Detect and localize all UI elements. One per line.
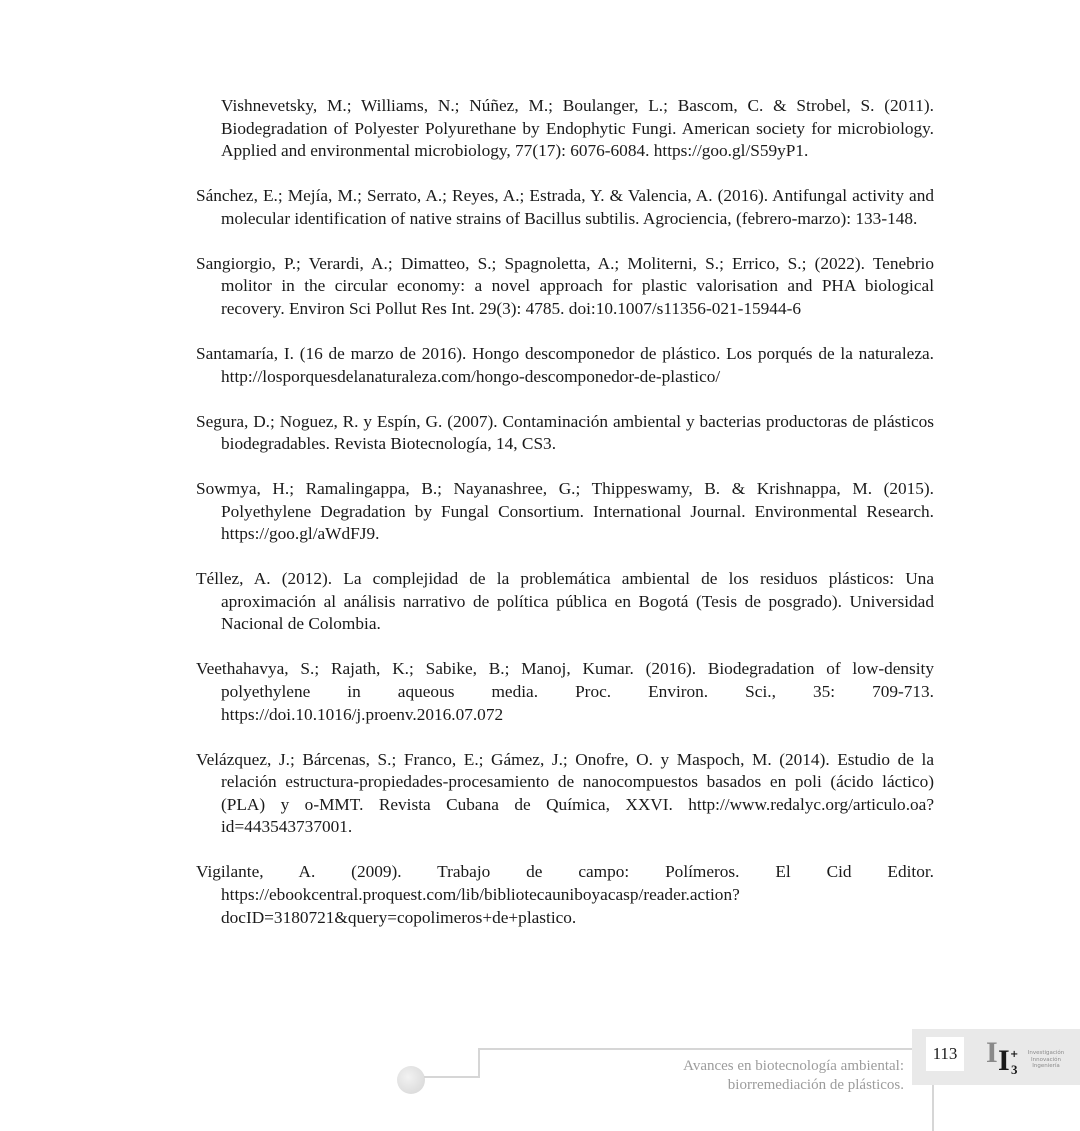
footer-caption-line: Avances en biotecnología ambiental:: [683, 1058, 904, 1074]
footer-decor-line: [424, 1076, 480, 1078]
reference-list: [196, 95, 934, 952]
svg-text:3: 3: [1011, 1062, 1018, 1076]
logo-caption-line: Investigación: [1027, 1050, 1065, 1056]
reference-entry: Sowmya, H.; Ramalingappa, B.; Nayanashree, G.; Thippeswamy, B. & Krishnappa, M. (2015). Polyethylene Degradation by Fungal Consortium. International Journal. Environmental Research. https://goo.gl/aWdFJ9.: [196, 479, 934, 544]
reference-entry: Veethahavya, S.; Rajath, K.; Sabike, B.; Manoj, Kumar. (2016). Biodegradation of low-density polyethylene in aqueous media. Proc. Environ. Sci., 35: 709-713. https://doi.10.1016/j.proenv.2016.07.072: [196, 659, 934, 724]
footer-decor-line: [478, 1048, 912, 1050]
reference-entry: Vigilante, A. (2009). Trabajo de campo: Polímeros. El Cid Editor. https://ebookcentral.proquest.com/lib/bibliotecauniboyacasp/reader.action?docID=3180721&query=copolimeros+de+plastico.: [196, 862, 934, 927]
svg-text:I: I: [986, 1036, 998, 1069]
footer-decor-line: [478, 1048, 480, 1078]
svg-text:+: +: [1010, 1049, 1019, 1060]
reference-entry: Sangiorgio, P.; Verardi, A.; Dimatteo, S.; Spagnoletta, A.; Moliterni, S.; Errico, S.; (2022). Tenebrio molitor in the circular economy: a novel approach for plastic valorisation and PHA biological recovery. Environ Sci Pollut Res Int. 29(3): 4785. doi:10.1007/s11356-021-15944-6: [196, 253, 934, 318]
reference-entry: Velázquez, J.; Bárcenas, S.; Franco, E.; Gámez, J.; Onofre, O. y Maspoch, M. (2014). Estudio de la relación estructura-propiedades-procesamiento de nanocompuestos basados en poli (ácido láctico) (PLA) y o-MMT. Revista Cubana de Química, XXVI. http://www.redalyc.org/articulo.oa?id=443543737001.: [196, 749, 934, 837]
logo-caption: [1022, 1050, 1070, 1070]
reference-entry: Segura, D.; Noguez, R. y Espín, G. (2007). Contaminación ambiental y bacterias productoras de plásticos biodegradables. Revista Biotecnología, 14, CS3.: [196, 411, 934, 454]
footer-caption-line: biorremediación de plásticos.: [727, 1077, 904, 1093]
footer-decor-circle: [397, 1066, 425, 1094]
svg-text:I: I: [998, 1044, 1010, 1076]
reference-entry: Santamaría, I. (16 de marzo de 2016). Hongo descomponedor de plástico. Los porqués de la naturaleza. http://losporquesdelanaturaleza.com/hongo-descomponedor-de-plastico/: [196, 343, 934, 386]
logo-caption-line: Innovación: [1031, 1056, 1061, 1063]
page-number: 113: [926, 1037, 964, 1071]
logo-caption-line: Ingeniería: [1032, 1063, 1060, 1069]
reference-entry: Téllez, A. (2012). La complejidad de la problemática ambiental de los residuos plásticos: Una aproximación al análisis narrativo de política pública en Bogotá (Tesis de posgrado). Universidad Nacional de Colombia.: [196, 569, 934, 634]
running-footer-title: [683, 1057, 904, 1095]
reference-entry: Sánchez, E.; Mejía, M.; Serrato, A.; Reyes, A.; Estrada, Y. & Valencia, A. (2016). Antifungal activity and molecular identification of native strains of Bacillus subtilis. Agrociencia, (febrero-marzo): 133-148.: [196, 186, 934, 228]
reference-entry: Vishnevetsky, M.; Williams, N.; Núñez, M.; Boulanger, L.; Bascom, C. & Strobel, S. (2011). Biodegradation of Polyester Polyurethane by Endophytic Fungi. American society for microbiology. Applied and environmental microbiology, 77(17): 6076-6084. https://goo.gl/S59yP1.: [221, 96, 934, 161]
footer-decor-line: [932, 1085, 934, 1131]
